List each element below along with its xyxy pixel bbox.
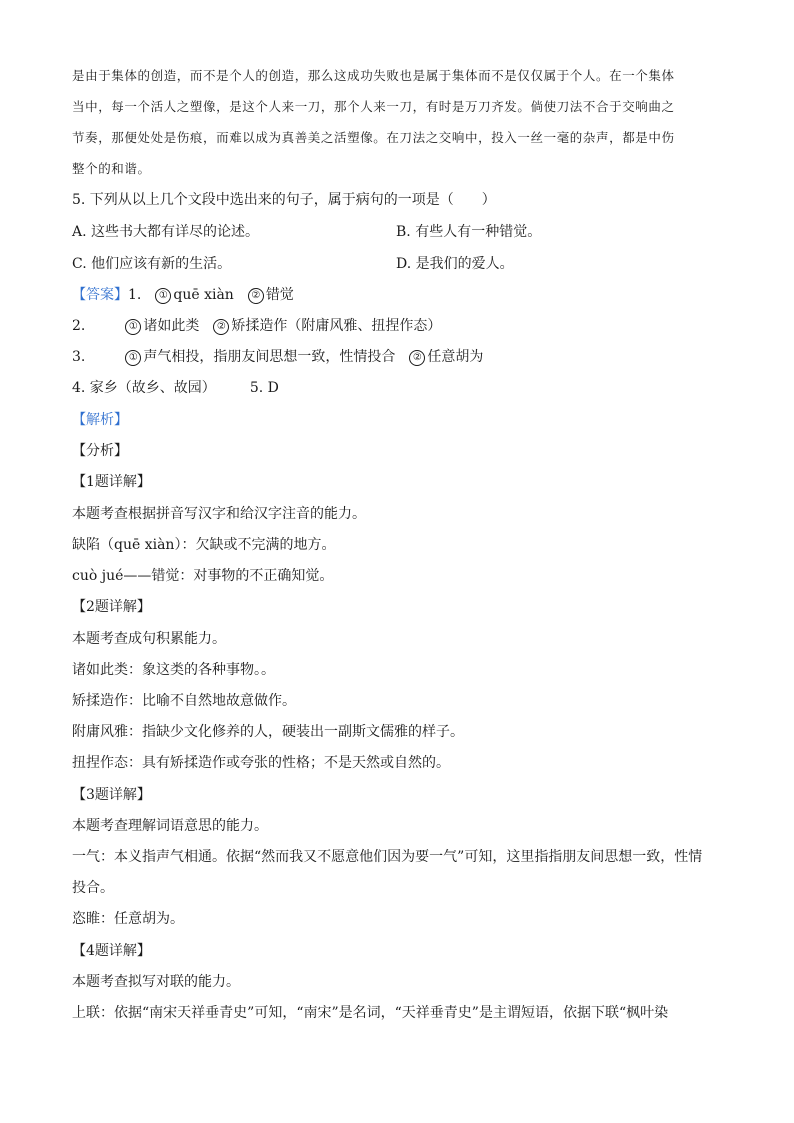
answer-2-a: 诸如此类	[143, 318, 200, 334]
answer-2-number: 2.	[72, 318, 86, 334]
q3-line-2: 一气：本义指声气相通。依据“然而我又不愿意他们因为要一气”可知，这里指指朋友间思想一致，性情	[72, 849, 703, 865]
q2-line-2: 诸如此类：象这类的各种事物。。	[72, 662, 275, 678]
analysis-tag: 【解析】	[72, 412, 128, 428]
q3-line-1: 本题考查理解词语意思的能力。	[72, 818, 268, 834]
passage-line-1: 是由于集体的创造，而不是个人的创造，那么这成功失败也是属于集体而不是仅仅属于个人。在一个集体	[72, 68, 675, 83]
answer-line-1	[72, 285, 294, 305]
circled-2: ②	[409, 350, 425, 366]
q3-line-4: 恣睢：任意胡为。	[72, 911, 184, 927]
option-c: C. 他们应该有新的生活。	[72, 256, 232, 272]
q4-line-2: 上联：依据“南宋天祥垂青史”可知，“南宋”是名词，“天祥垂青史”是主谓短语，依据下联“枫叶染	[72, 1005, 669, 1021]
answer-2-b: 矫揉造作（附庸风雅、扭捏作态）	[231, 318, 442, 334]
q2-line-1: 本题考查成句积累能力。	[72, 631, 226, 647]
q2-line-5: 扭捏作态：具有矫揉造作或夸张的性格；不是天然或自然的。	[72, 755, 450, 771]
answer-3-number: 3.	[72, 349, 86, 365]
answer-tag: 【答案】	[72, 287, 128, 303]
q1-line-1: 本题考查根据拼音写汉字和给汉字注音的能力。	[72, 506, 366, 522]
answer-4: 4. 家乡（故乡、故园）	[72, 380, 216, 396]
option-d: D. 是我们的爱人。	[396, 256, 514, 272]
answer-1-a: quē xiàn	[173, 287, 234, 303]
passage-line-2: 当中，每一个活人之塑像，是这个人来一刀，那个人来一刀，有时是万刀齐发。倘使刀法不合于交响曲之	[72, 99, 675, 114]
q3-line-3: 投合。	[72, 880, 114, 896]
option-b: B. 有些人有一种错觉。	[396, 224, 542, 240]
answer-line-4	[72, 378, 279, 398]
answer-line-3	[72, 347, 483, 367]
answer-3-b: 任意胡为	[427, 349, 484, 365]
circled-1: ①	[125, 350, 141, 366]
q2-line-3: 矫揉造作：比喻不自然地故意做作。	[72, 693, 296, 709]
answer-3-a: 声气相投，指朋友间思想一致，性情投合	[143, 349, 396, 365]
circled-1: ①	[155, 288, 171, 304]
question-5-stem: 5. 下列从以上几个文段中选出来的句子，属于病句的一项是（ ）	[72, 192, 496, 208]
q2-line-4: 附庸风雅：指缺少文化修养的人，硬装出一副斯文儒雅的样子。	[72, 724, 464, 740]
passage-line-4: 整个的和谐。	[72, 161, 151, 176]
q3-heading: 【3题详解】	[72, 787, 151, 803]
answer-line-2	[72, 316, 441, 336]
passage-line-3: 节奏，那便处处是伤痕，而难以成为真善美之活塑像。在刀法之交响中，投入一丝一毫的杂声，都是中伤	[72, 130, 675, 145]
answer-1-number: 1.	[128, 287, 142, 303]
q1-line-2: 缺陷（quē xiàn）：欠缺或不完满的地方。	[72, 537, 336, 553]
answer-1-b: 错觉	[265, 287, 294, 303]
analysis-fenxi: 【分析】	[72, 443, 128, 459]
answer-5: 5. D	[249, 380, 279, 396]
option-a: A. 这些书大都有详尽的论述。	[72, 224, 260, 240]
circled-2: ②	[248, 288, 264, 304]
circled-2: ②	[213, 319, 229, 335]
circled-1: ①	[125, 319, 141, 335]
q4-line-1: 本题考查拟写对联的能力。	[72, 974, 240, 990]
q2-heading: 【2题详解】	[72, 599, 151, 615]
q1-line-3: cuò jué——错觉：对事物的不正确知觉。	[72, 568, 334, 584]
q1-heading: 【1题详解】	[72, 474, 151, 490]
q4-heading: 【4题详解】	[72, 943, 151, 959]
